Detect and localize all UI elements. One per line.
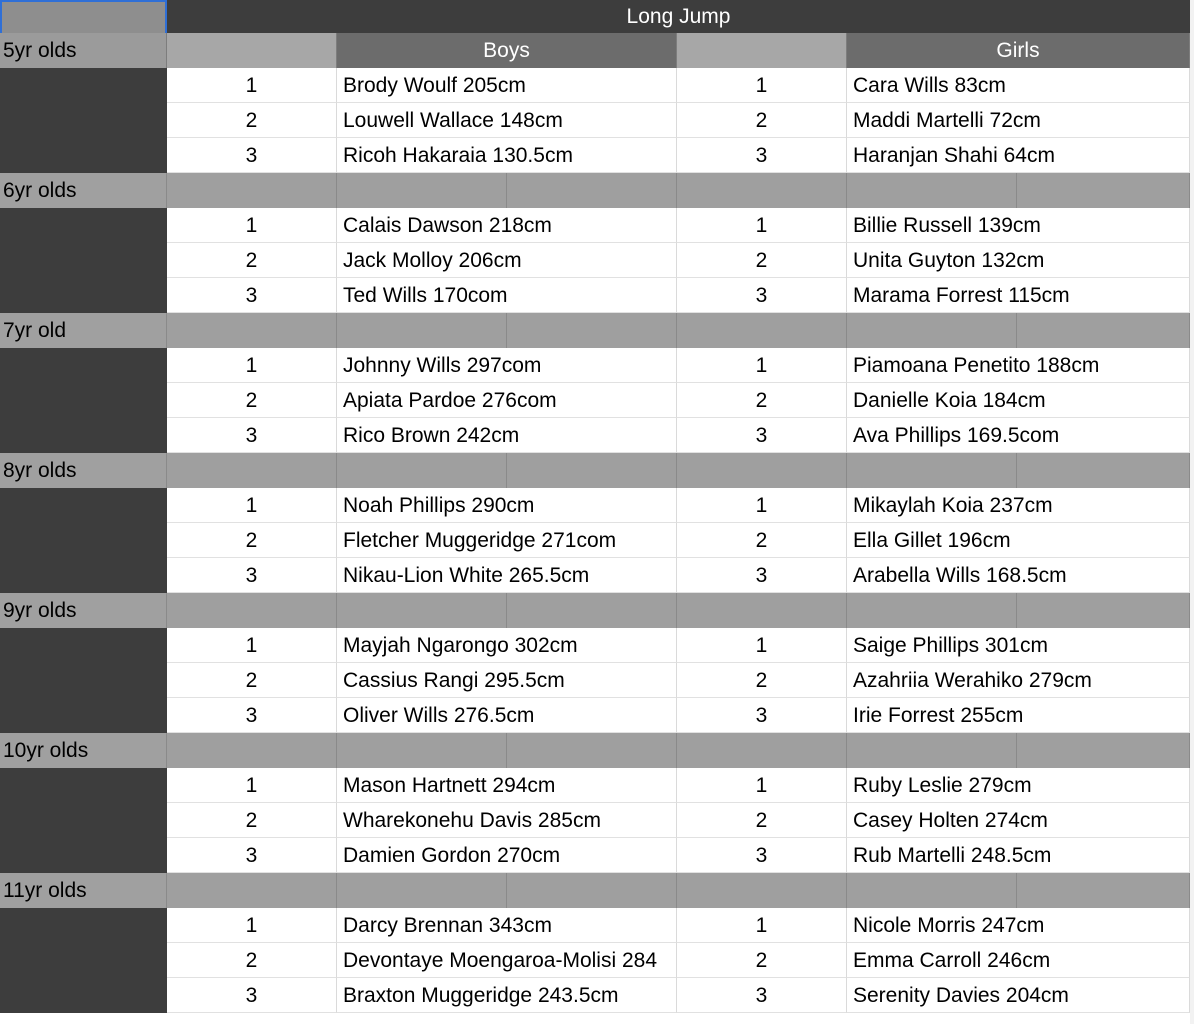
band-blank-cell[interactable] bbox=[847, 313, 1017, 348]
age-column-cell[interactable] bbox=[0, 523, 167, 558]
table-row bbox=[0, 943, 1194, 978]
boy-place-cell[interactable]: 2 bbox=[167, 383, 337, 418]
band-blank-cell[interactable] bbox=[847, 593, 1017, 628]
boy-place-cell[interactable]: 3 bbox=[167, 558, 337, 593]
girl-place-cell[interactable]: 2 bbox=[677, 383, 847, 418]
boy-place-cell[interactable]: 1 bbox=[167, 488, 337, 523]
boy-place-cell[interactable]: 3 bbox=[167, 418, 337, 453]
boy-place-cell[interactable]: 2 bbox=[167, 523, 337, 558]
girl-result-cell[interactable]: Cara Wills 83cm bbox=[847, 68, 1190, 103]
age-group-label[interactable]: 9yr olds bbox=[0, 593, 167, 628]
band-blank-cell[interactable] bbox=[1017, 593, 1190, 628]
girl-place-cell[interactable]: 3 bbox=[677, 278, 847, 313]
age-band-row bbox=[0, 733, 1194, 768]
boy-result-cell[interactable]: Mayjah Ngarongo 302cm bbox=[337, 628, 677, 663]
header-blank-cell[interactable] bbox=[167, 33, 337, 68]
girl-place-cell[interactable]: 2 bbox=[677, 523, 847, 558]
band-blank-cell[interactable] bbox=[167, 593, 337, 628]
band-blank-cell[interactable] bbox=[677, 173, 847, 208]
boy-place-cell[interactable]: 1 bbox=[167, 208, 337, 243]
boy-result-cell[interactable]: Apiata Pardoe 276com bbox=[337, 383, 677, 418]
table-row bbox=[0, 663, 1194, 698]
girl-place-cell[interactable]: 3 bbox=[677, 558, 847, 593]
header-row bbox=[0, 33, 1194, 68]
age-column-cell[interactable] bbox=[0, 68, 167, 103]
girl-place-cell[interactable]: 3 bbox=[677, 838, 847, 873]
age-group-label[interactable]: 8yr olds bbox=[0, 453, 167, 488]
boy-result-cell[interactable]: Louwell Wallace 148cm bbox=[337, 103, 677, 138]
boy-place-cell[interactable]: 3 bbox=[167, 278, 337, 313]
boy-result-cell[interactable]: Rico Brown 242cm bbox=[337, 418, 677, 453]
girl-place-cell[interactable]: 3 bbox=[677, 698, 847, 733]
table-row bbox=[0, 138, 1194, 173]
header-blank-cell[interactable] bbox=[677, 33, 847, 68]
girl-place-cell[interactable]: 1 bbox=[677, 768, 847, 803]
girl-result-cell[interactable]: Nicole Morris 247cm bbox=[847, 908, 1190, 943]
boy-place-cell[interactable]: 1 bbox=[167, 348, 337, 383]
table-row bbox=[0, 243, 1194, 278]
girl-place-cell[interactable]: 1 bbox=[677, 488, 847, 523]
girl-result-cell[interactable]: Emma Carroll 246cm bbox=[847, 943, 1190, 978]
boy-result-cell[interactable]: Fletcher Muggeridge 271com bbox=[337, 523, 677, 558]
girl-result-cell[interactable]: Rub Martelli 248.5cm bbox=[847, 838, 1190, 873]
boy-result-cell[interactable]: Oliver Wills 276.5cm bbox=[337, 698, 677, 733]
table-row bbox=[0, 698, 1194, 733]
band-blank-cell[interactable] bbox=[1017, 313, 1190, 348]
age-group-label[interactable]: 5yr olds bbox=[0, 33, 167, 68]
age-group-label[interactable]: 6yr olds bbox=[0, 173, 167, 208]
age-band-row bbox=[0, 173, 1194, 208]
girl-result-cell[interactable]: Saige Phillips 301cm bbox=[847, 628, 1190, 663]
sheet-title[interactable]: Long Jump bbox=[167, 0, 1190, 35]
girl-result-cell[interactable]: Billie Russell 139cm bbox=[847, 208, 1190, 243]
age-column-cell[interactable] bbox=[0, 838, 167, 873]
boy-place-cell[interactable]: 2 bbox=[167, 803, 337, 838]
boy-result-cell[interactable]: Johnny Wills 297com bbox=[337, 348, 677, 383]
table-row bbox=[0, 348, 1194, 383]
girl-place-cell[interactable]: 1 bbox=[677, 628, 847, 663]
boy-result-cell[interactable]: Calais Dawson 218cm bbox=[337, 208, 677, 243]
boy-result-cell[interactable]: Braxton Muggeridge 243.5cm bbox=[337, 978, 677, 1013]
boy-place-cell[interactable]: 1 bbox=[167, 628, 337, 663]
boy-result-cell[interactable]: Darcy Brennan 343cm bbox=[337, 908, 677, 943]
boy-place-cell[interactable]: 3 bbox=[167, 698, 337, 733]
girl-result-cell[interactable]: Serenity Davies 204cm bbox=[847, 978, 1190, 1013]
girl-result-cell[interactable]: Azahriia Werahiko 279cm bbox=[847, 663, 1190, 698]
age-group-label[interactable]: 7yr old bbox=[0, 313, 167, 348]
girl-result-cell[interactable]: Mikaylah Koia 237cm bbox=[847, 488, 1190, 523]
table-row bbox=[0, 488, 1194, 523]
age-column-cell[interactable] bbox=[0, 943, 167, 978]
table-row bbox=[0, 383, 1194, 418]
boys-header[interactable]: Boys bbox=[337, 33, 677, 68]
table-row bbox=[0, 803, 1194, 838]
boy-result-cell[interactable]: Noah Phillips 290cm bbox=[337, 488, 677, 523]
age-column-cell[interactable] bbox=[0, 558, 167, 593]
table-row bbox=[0, 103, 1194, 138]
table-row bbox=[0, 558, 1194, 593]
boy-result-cell[interactable]: Wharekonehu Davis 285cm bbox=[337, 803, 677, 838]
girl-place-cell[interactable]: 2 bbox=[677, 803, 847, 838]
girl-result-cell[interactable]: Irie Forrest 255cm bbox=[847, 698, 1190, 733]
girl-result-cell[interactable]: Danielle Koia 184cm bbox=[847, 383, 1190, 418]
boy-place-cell[interactable]: 1 bbox=[167, 768, 337, 803]
band-blank-cell[interactable] bbox=[507, 873, 677, 908]
girl-result-cell[interactable]: Arabella Wills 168.5cm bbox=[847, 558, 1190, 593]
age-column-cell[interactable] bbox=[0, 978, 167, 1013]
girl-place-cell[interactable]: 2 bbox=[677, 663, 847, 698]
band-blank-cell[interactable] bbox=[677, 313, 847, 348]
girl-result-cell[interactable]: Ava Phillips 169.5com bbox=[847, 418, 1190, 453]
boy-result-cell[interactable]: Mason Hartnett 294cm bbox=[337, 768, 677, 803]
band-blank-cell[interactable] bbox=[507, 593, 677, 628]
age-column-cell[interactable] bbox=[0, 663, 167, 698]
age-column-cell[interactable] bbox=[0, 383, 167, 418]
girl-result-cell[interactable]: Casey Holten 274cm bbox=[847, 803, 1190, 838]
band-blank-cell[interactable] bbox=[677, 873, 847, 908]
age-band-row bbox=[0, 873, 1194, 908]
table-row bbox=[0, 908, 1194, 943]
boy-place-cell[interactable]: 3 bbox=[167, 978, 337, 1013]
boy-result-cell[interactable]: Ted Wills 170com bbox=[337, 278, 677, 313]
girl-place-cell[interactable]: 1 bbox=[677, 348, 847, 383]
girl-place-cell[interactable]: 3 bbox=[677, 418, 847, 453]
boy-result-cell[interactable]: Ricoh Hakaraia 130.5cm bbox=[337, 138, 677, 173]
band-blank-cell[interactable] bbox=[677, 593, 847, 628]
band-blank-cell[interactable] bbox=[337, 173, 507, 208]
boy-place-cell[interactable]: 1 bbox=[167, 908, 337, 943]
selected-cell[interactable] bbox=[0, 0, 167, 35]
age-column-cell[interactable] bbox=[0, 278, 167, 313]
girl-place-cell[interactable]: 1 bbox=[677, 208, 847, 243]
boy-result-cell[interactable]: Nikau-Lion White 265.5cm bbox=[337, 558, 677, 593]
table-row bbox=[0, 68, 1194, 103]
boy-result-cell[interactable]: Damien Gordon 270cm bbox=[337, 838, 677, 873]
table-row bbox=[0, 208, 1194, 243]
band-blank-cell[interactable] bbox=[847, 873, 1017, 908]
girl-place-cell[interactable]: 2 bbox=[677, 243, 847, 278]
band-blank-cell[interactable] bbox=[337, 593, 507, 628]
girl-place-cell[interactable]: 2 bbox=[677, 103, 847, 138]
age-band-row bbox=[0, 313, 1194, 348]
age-group-label[interactable]: 11yr olds bbox=[0, 873, 167, 908]
boy-result-cell[interactable]: Brody Woulf 205cm bbox=[337, 68, 677, 103]
band-blank-cell[interactable] bbox=[1017, 453, 1190, 488]
girl-place-cell[interactable]: 2 bbox=[677, 943, 847, 978]
age-column-cell[interactable] bbox=[0, 208, 167, 243]
table-row bbox=[0, 978, 1194, 1013]
band-blank-cell[interactable] bbox=[167, 173, 337, 208]
age-column-cell[interactable] bbox=[0, 488, 167, 523]
band-blank-cell[interactable] bbox=[847, 453, 1017, 488]
boy-place-cell[interactable]: 2 bbox=[167, 103, 337, 138]
band-blank-cell[interactable] bbox=[167, 453, 337, 488]
age-column-cell[interactable] bbox=[0, 243, 167, 278]
boy-place-cell[interactable]: 2 bbox=[167, 243, 337, 278]
boy-place-cell[interactable]: 2 bbox=[167, 943, 337, 978]
band-blank-cell[interactable] bbox=[677, 453, 847, 488]
age-column-cell[interactable] bbox=[0, 418, 167, 453]
band-blank-cell[interactable] bbox=[1017, 173, 1190, 208]
age-band-row bbox=[0, 593, 1194, 628]
table-row bbox=[0, 523, 1194, 558]
band-blank-cell[interactable] bbox=[1017, 733, 1190, 768]
band-blank-cell[interactable] bbox=[1017, 873, 1190, 908]
boy-place-cell[interactable]: 2 bbox=[167, 663, 337, 698]
table-row bbox=[0, 628, 1194, 663]
band-blank-cell[interactable] bbox=[507, 173, 677, 208]
girls-header[interactable]: Girls bbox=[847, 33, 1190, 68]
girl-place-cell[interactable]: 3 bbox=[677, 978, 847, 1013]
age-column-cell[interactable] bbox=[0, 908, 167, 943]
boy-place-cell[interactable]: 3 bbox=[167, 838, 337, 873]
age-group-label[interactable]: 10yr olds bbox=[0, 733, 167, 768]
age-column-cell[interactable] bbox=[0, 698, 167, 733]
band-blank-cell[interactable] bbox=[847, 733, 1017, 768]
age-column-cell[interactable] bbox=[0, 803, 167, 838]
girl-result-cell[interactable]: Maddi Martelli 72cm bbox=[847, 103, 1190, 138]
age-column-cell[interactable] bbox=[0, 103, 167, 138]
girl-result-cell[interactable]: Unita Guyton 132cm bbox=[847, 243, 1190, 278]
band-blank-cell[interactable] bbox=[167, 873, 337, 908]
age-column-cell[interactable] bbox=[0, 768, 167, 803]
girl-result-cell[interactable]: Ruby Leslie 279cm bbox=[847, 768, 1190, 803]
band-blank-cell[interactable] bbox=[167, 733, 337, 768]
boy-result-cell[interactable]: Cassius Rangi 295.5cm bbox=[337, 663, 677, 698]
age-column-cell[interactable] bbox=[0, 138, 167, 173]
table-row bbox=[0, 418, 1194, 453]
band-blank-cell[interactable] bbox=[847, 173, 1017, 208]
title-row bbox=[0, 0, 1194, 35]
band-blank-cell[interactable] bbox=[337, 733, 507, 768]
girl-result-cell[interactable]: Haranjan Shahi 64cm bbox=[847, 138, 1190, 173]
table-row bbox=[0, 278, 1194, 313]
age-column-cell[interactable] bbox=[0, 348, 167, 383]
girl-place-cell[interactable]: 1 bbox=[677, 68, 847, 103]
boy-result-cell[interactable]: Jack Molloy 206cm bbox=[337, 243, 677, 278]
table-row bbox=[0, 768, 1194, 803]
girl-result-cell[interactable]: Ella Gillet 196cm bbox=[847, 523, 1190, 558]
age-band-row bbox=[0, 453, 1194, 488]
boy-place-cell[interactable]: 3 bbox=[167, 138, 337, 173]
band-blank-cell[interactable] bbox=[507, 313, 677, 348]
age-column-cell[interactable] bbox=[0, 628, 167, 663]
girl-result-cell[interactable]: Marama Forrest 115cm bbox=[847, 278, 1190, 313]
boy-place-cell[interactable]: 1 bbox=[167, 68, 337, 103]
band-blank-cell[interactable] bbox=[337, 873, 507, 908]
band-blank-cell[interactable] bbox=[337, 313, 507, 348]
girl-place-cell[interactable]: 3 bbox=[677, 138, 847, 173]
band-blank-cell[interactable] bbox=[337, 453, 507, 488]
band-blank-cell[interactable] bbox=[507, 733, 677, 768]
band-blank-cell[interactable] bbox=[507, 453, 677, 488]
boy-result-cell[interactable]: Devontaye Moengaroa-Molisi 284 bbox=[337, 943, 677, 978]
girl-place-cell[interactable]: 1 bbox=[677, 908, 847, 943]
band-blank-cell[interactable] bbox=[677, 733, 847, 768]
girl-result-cell[interactable]: Piamoana Penetito 188cm bbox=[847, 348, 1190, 383]
table-row bbox=[0, 838, 1194, 873]
band-blank-cell[interactable] bbox=[167, 313, 337, 348]
